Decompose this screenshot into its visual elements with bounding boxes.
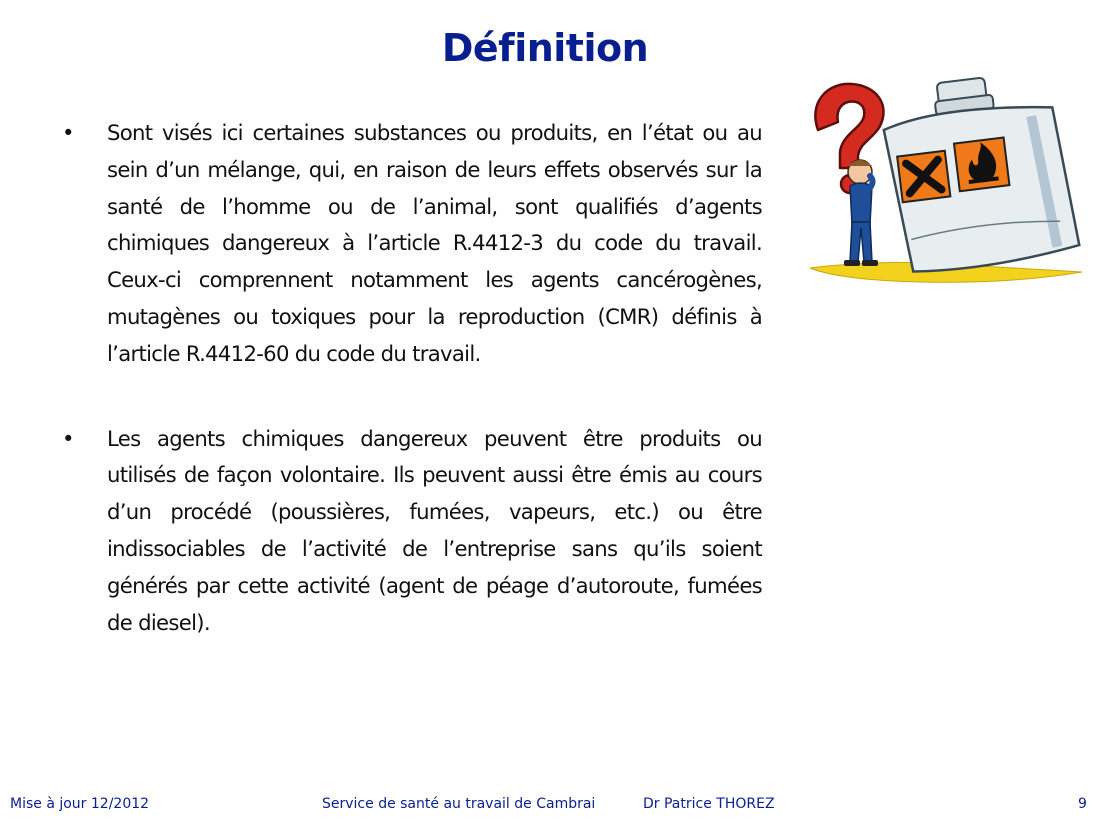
worker-figure — [844, 160, 878, 266]
bullet-text: Sont visés ici certaines substances ou produits, en l’état ou au sein d’un mélange, qui, en raison de leurs effets observés sur la santé de l’homme ou de l’animal, sont qualifiés d’agents chimiques dangereux à l’article R.4412-3 du code du travail. Ceux-ci comprennent notamment les agents cancérogènes, mutagènes ou toxiques pour la reproduction (CMR) définis à l’article R.4412-60 du code du travail. — [107, 120, 762, 366]
bullet-item — [62, 115, 762, 373]
harmful-x-icon — [897, 151, 950, 203]
chemical-hazard-illustration — [800, 72, 1085, 287]
slide-title: Définition — [441, 26, 649, 70]
bullet-list — [62, 115, 762, 641]
footer-author: Dr Patrice THOREZ — [643, 796, 775, 812]
footer-update-date: Mise à jour 12/2012 — [10, 796, 150, 812]
page-number: 9 — [1078, 796, 1087, 812]
bullet-item — [62, 421, 762, 642]
footer-service-name: Service de santé au travail de Cambrai — [322, 796, 596, 812]
bullet-text: Les agents chimiques dangereux peuvent être produits ou utilisés de façon volontaire. Ils peuvent aussi être émis au cours d’un procédé (poussières, fumées, vapeurs, etc.) ou être indissociables de l’activité de l’entreprise sans qu’ils soient générés par cette activité (agent de péage d’autoroute, fumées de diesel). — [107, 425, 762, 635]
flammable-flame-icon — [954, 137, 1009, 191]
bullet-dot: • — [62, 425, 74, 451]
chemical-container — [879, 72, 1080, 276]
bullet-dot: • — [62, 120, 74, 145]
